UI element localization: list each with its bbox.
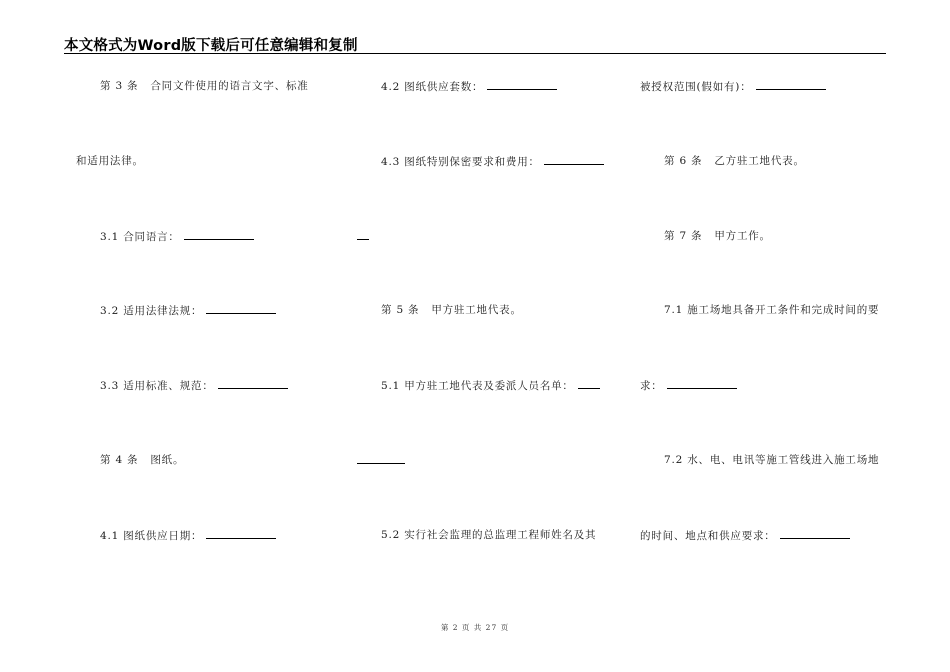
column-1: [64, 0, 314, 672]
clause-3-3-blank[interactable]: [218, 378, 288, 389]
clause-4-3-blank[interactable]: [544, 154, 604, 165]
article-6-heading: [664, 154, 805, 168]
clause-7-2: 7.2 水、电、电讯等施工管线进入施工场地: [664, 454, 880, 466]
clause-4-3-continuation: [357, 229, 369, 244]
article-5-heading: [381, 303, 522, 317]
clause-4-1-blank[interactable]: [206, 528, 276, 539]
clause-3-1: [100, 229, 254, 244]
article-7-heading: [664, 229, 771, 243]
column-3: [636, 0, 888, 672]
clause-4-2-blank[interactable]: [487, 79, 557, 90]
clause-4-2: [381, 79, 557, 94]
clause-7-2-continuation: [640, 528, 850, 543]
clause-3-2-blank[interactable]: [206, 303, 276, 314]
clause-7-1-requirement-label: 求：: [640, 380, 663, 392]
article-5-title: 甲方驻工地代表。: [431, 304, 522, 316]
clause-4-1: [100, 528, 276, 543]
column-2: [352, 0, 607, 672]
clause-3-3-label: 3.3 适用标准、规范：: [100, 380, 214, 392]
clause-7-1: 7.1 施工场地具备开工条件和完成时间的要: [664, 304, 880, 316]
article-6-number: 第 6 条: [664, 155, 703, 167]
clause-5-1-continuation: [357, 453, 405, 468]
article-4-title: 图纸。: [150, 454, 185, 466]
clause-3-2-label: 3.2 适用法律法规：: [100, 305, 203, 317]
clause-5-1-label: 5.1 甲方驻工地代表及委派人员名单：: [381, 380, 574, 392]
clause-7-2-blank[interactable]: [780, 528, 850, 539]
clause-5-2-blank[interactable]: [756, 79, 826, 90]
article-5-number: 第 5 条: [381, 304, 420, 316]
article-4-number: 第 4 条: [100, 454, 139, 466]
clause-4-2-label: 4.2 图纸供应套数：: [381, 81, 484, 93]
article-3-number: 第 3 条: [100, 80, 139, 92]
clause-5-2: 5.2 实行社会监理的总监理工程师姓名及其: [381, 529, 597, 541]
clause-3-1-label: 3.1 合同语言：: [100, 231, 180, 243]
article-7-number: 第 7 条: [664, 230, 703, 242]
clause-5-1: [381, 378, 600, 393]
clause-7-1-continuation: [640, 378, 737, 393]
clause-3-3: [100, 378, 288, 393]
clause-4-1-label: 4.1 图纸供应日期：: [100, 530, 203, 542]
clause-4-3: [381, 154, 604, 169]
article-4-heading: [100, 453, 184, 467]
clause-4-3-label: 4.3 图纸特别保密要求和费用：: [381, 156, 540, 168]
clause-5-2-continuation: [640, 79, 826, 94]
article-6-title: 乙方驻工地代表。: [714, 155, 805, 167]
clause-3-1-blank[interactable]: [184, 229, 254, 240]
clause-5-1-blank-continued[interactable]: [357, 453, 405, 464]
page-number: 第 2 页 共 27 页: [440, 623, 510, 632]
clause-3-2: [100, 303, 276, 318]
article-3-heading: [100, 79, 309, 93]
article-3-title: 合同文件使用的语言文字、标准: [150, 80, 309, 92]
clause-5-1-blank[interactable]: [578, 378, 600, 389]
article-3-continuation: 和适用法律。: [76, 155, 144, 167]
article-7-title: 甲方工作。: [714, 230, 771, 242]
clause-4-3-blank-continued[interactable]: [357, 229, 369, 240]
clause-7-1-blank[interactable]: [667, 378, 737, 389]
clause-7-2-requirement-label: 的时间、地点和供应要求：: [640, 530, 776, 542]
clause-5-2-scope-label: 被授权范围(假如有)：: [640, 81, 752, 93]
header-title: 本文格式为Word版下载后可任意编辑和复制: [64, 38, 358, 54]
